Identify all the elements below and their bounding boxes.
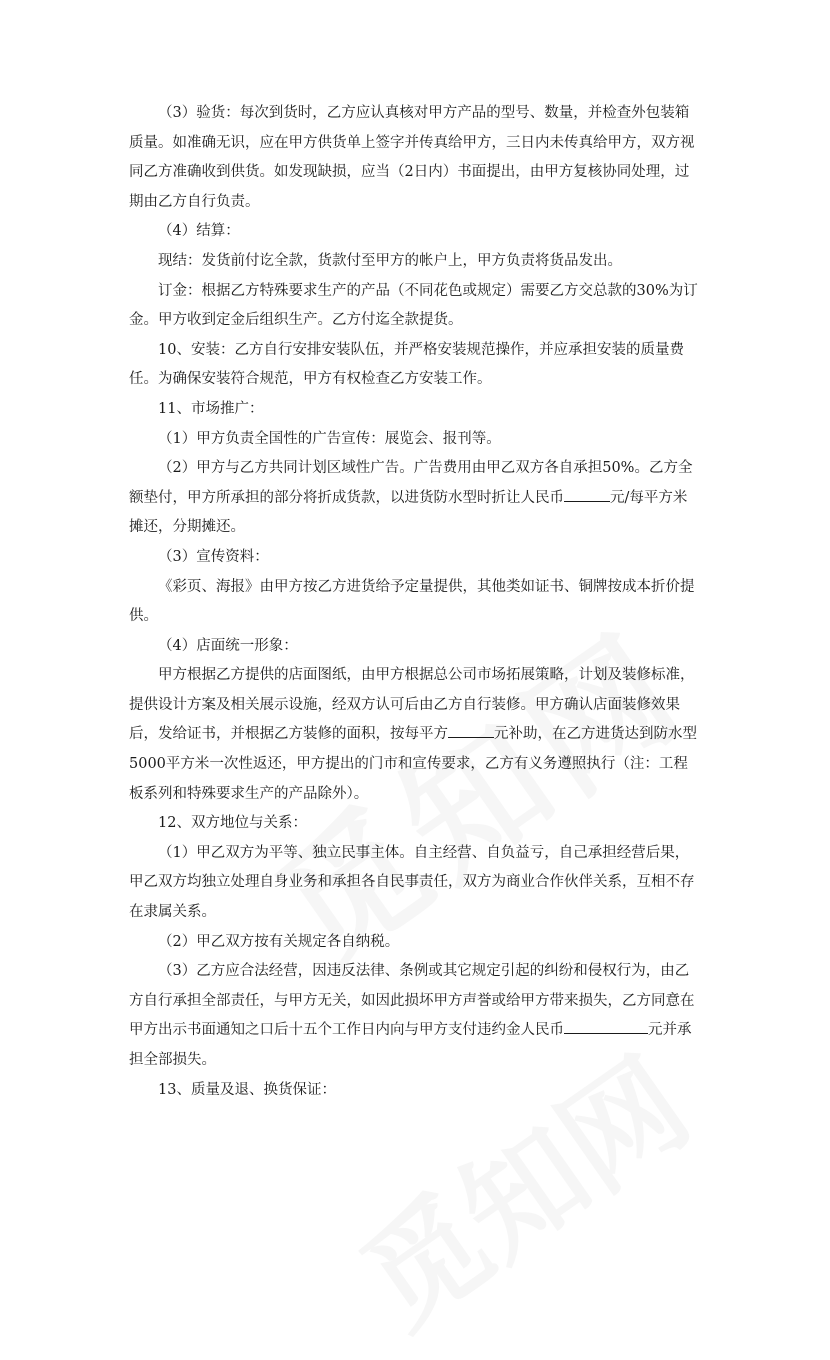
clause-regional-ads-text-a: （2）甲方与乙方共同计划区域性广告。广告费用由甲乙双方各自承担50%。乙方全额垫付，甲方所承担的部分将折成货款，以进货防水型时折让人民币 [129,460,693,506]
clause-cash-settlement: 现结：发货前付讫全款，货款付至甲方的帐户上，甲方负责将货品发出。 [158,252,622,269]
clause-regional-ads-text-b: 元/每平方米摊还，分期摊还。 [129,489,688,536]
clause-legal-liability [129,957,701,1075]
amount-blank-penalty [564,1017,648,1034]
clause-regional-ads [129,454,701,543]
clause-inspection: （3）验货：每次到货时，乙方应认真核对甲方产品的型号、数量，并检查外包装箱质量。如准确无识，应在甲方供货单上签字并传真给甲方，三日内未传真给甲方，双方视同乙方准确收到供货。如发现缺损，应当（2日内）书面提出，由甲方复核协同处理，过期由乙方自行负责。 [129,105,695,210]
clause-legal-liability-text-a: （3）乙方应合法经营，因违反法律、条例或其它规定引起的纠纷和侵权行为，由乙方自行承担全部责任，与甲方无关，如因此损坏甲方声誉或给甲方带来损失，乙方同意在甲方出示书面通知之口后十五个工作日内向与甲方支付违约金人民币 [129,963,695,1039]
clause-quality-heading: 13、质量及退、换货保证： [158,1081,336,1098]
clause-taxes: （2）甲乙双方按有关规定各自纳税。 [158,933,400,950]
contract-body [129,99,701,1105]
clause-store-image-text-b: 元补助，在乙方进货达到防水型5000平方米一次性返还，甲方提出的门市和宣传要求，乙方有义务遵照执行（注：工程板系列和特殊要求生产的产品除外）。 [129,726,697,802]
amount-blank-per-sqm [564,485,610,502]
amount-blank-subsidy [448,721,494,738]
clause-national-ads: （1）甲方负责全国性的广告宣传：展览会、报刊等。 [158,430,501,447]
clause-relationship-heading: 12、双方地位与关系： [158,815,307,832]
clause-independent-entities: （1）甲乙双方为平等、独立民事主体。自主经营、自负益亏，自己承担经营后果，甲乙双方均独立处理自身业务和承担各自民事责任，双方为商业合作伙伴关系，互相不存在隶属关系。 [129,844,695,921]
clause-store-image-heading: （4）店面统一形象： [158,637,298,654]
clause-deposit: 订金：根据乙方特殊要求生产的产品（不同花色或规定）需要乙方交总款的30%为订金。甲方收到定金后组织生产。乙方付迄全款提货。 [129,282,698,329]
clause-store-image-text-a: 甲方根据乙方提供的店面图纸，由甲方根据总公司市场拓展策略，计划及装修标准，提供设计方案及相关展示设施，经双方认可后由乙方自行装修。甲方确认店面装修效果后，发给证书，并根据乙方装修的面积，按每平方 [129,667,695,743]
clause-legal-liability-text-b: 元并承担全部损失。 [129,1022,692,1068]
clause-promo-material: 《彩页、海报》由甲方按乙方进货给予定量提供，其他类如证书、铜牌按成本折价提供。 [129,578,695,625]
clause-store-image [129,661,701,809]
clause-promo-material-heading: （3）宣传资料： [158,548,269,565]
clause-installation: 10、安装：乙方自行安排安装队伍，并严格安装规范操作，并应承担安装的质量费任。为确保安装符合规范，甲方有权检查乙方安装工作。 [129,341,684,388]
clause-settlement-heading: （4）结算： [158,223,240,240]
clause-marketing-heading: 11、市场推广： [158,400,264,417]
